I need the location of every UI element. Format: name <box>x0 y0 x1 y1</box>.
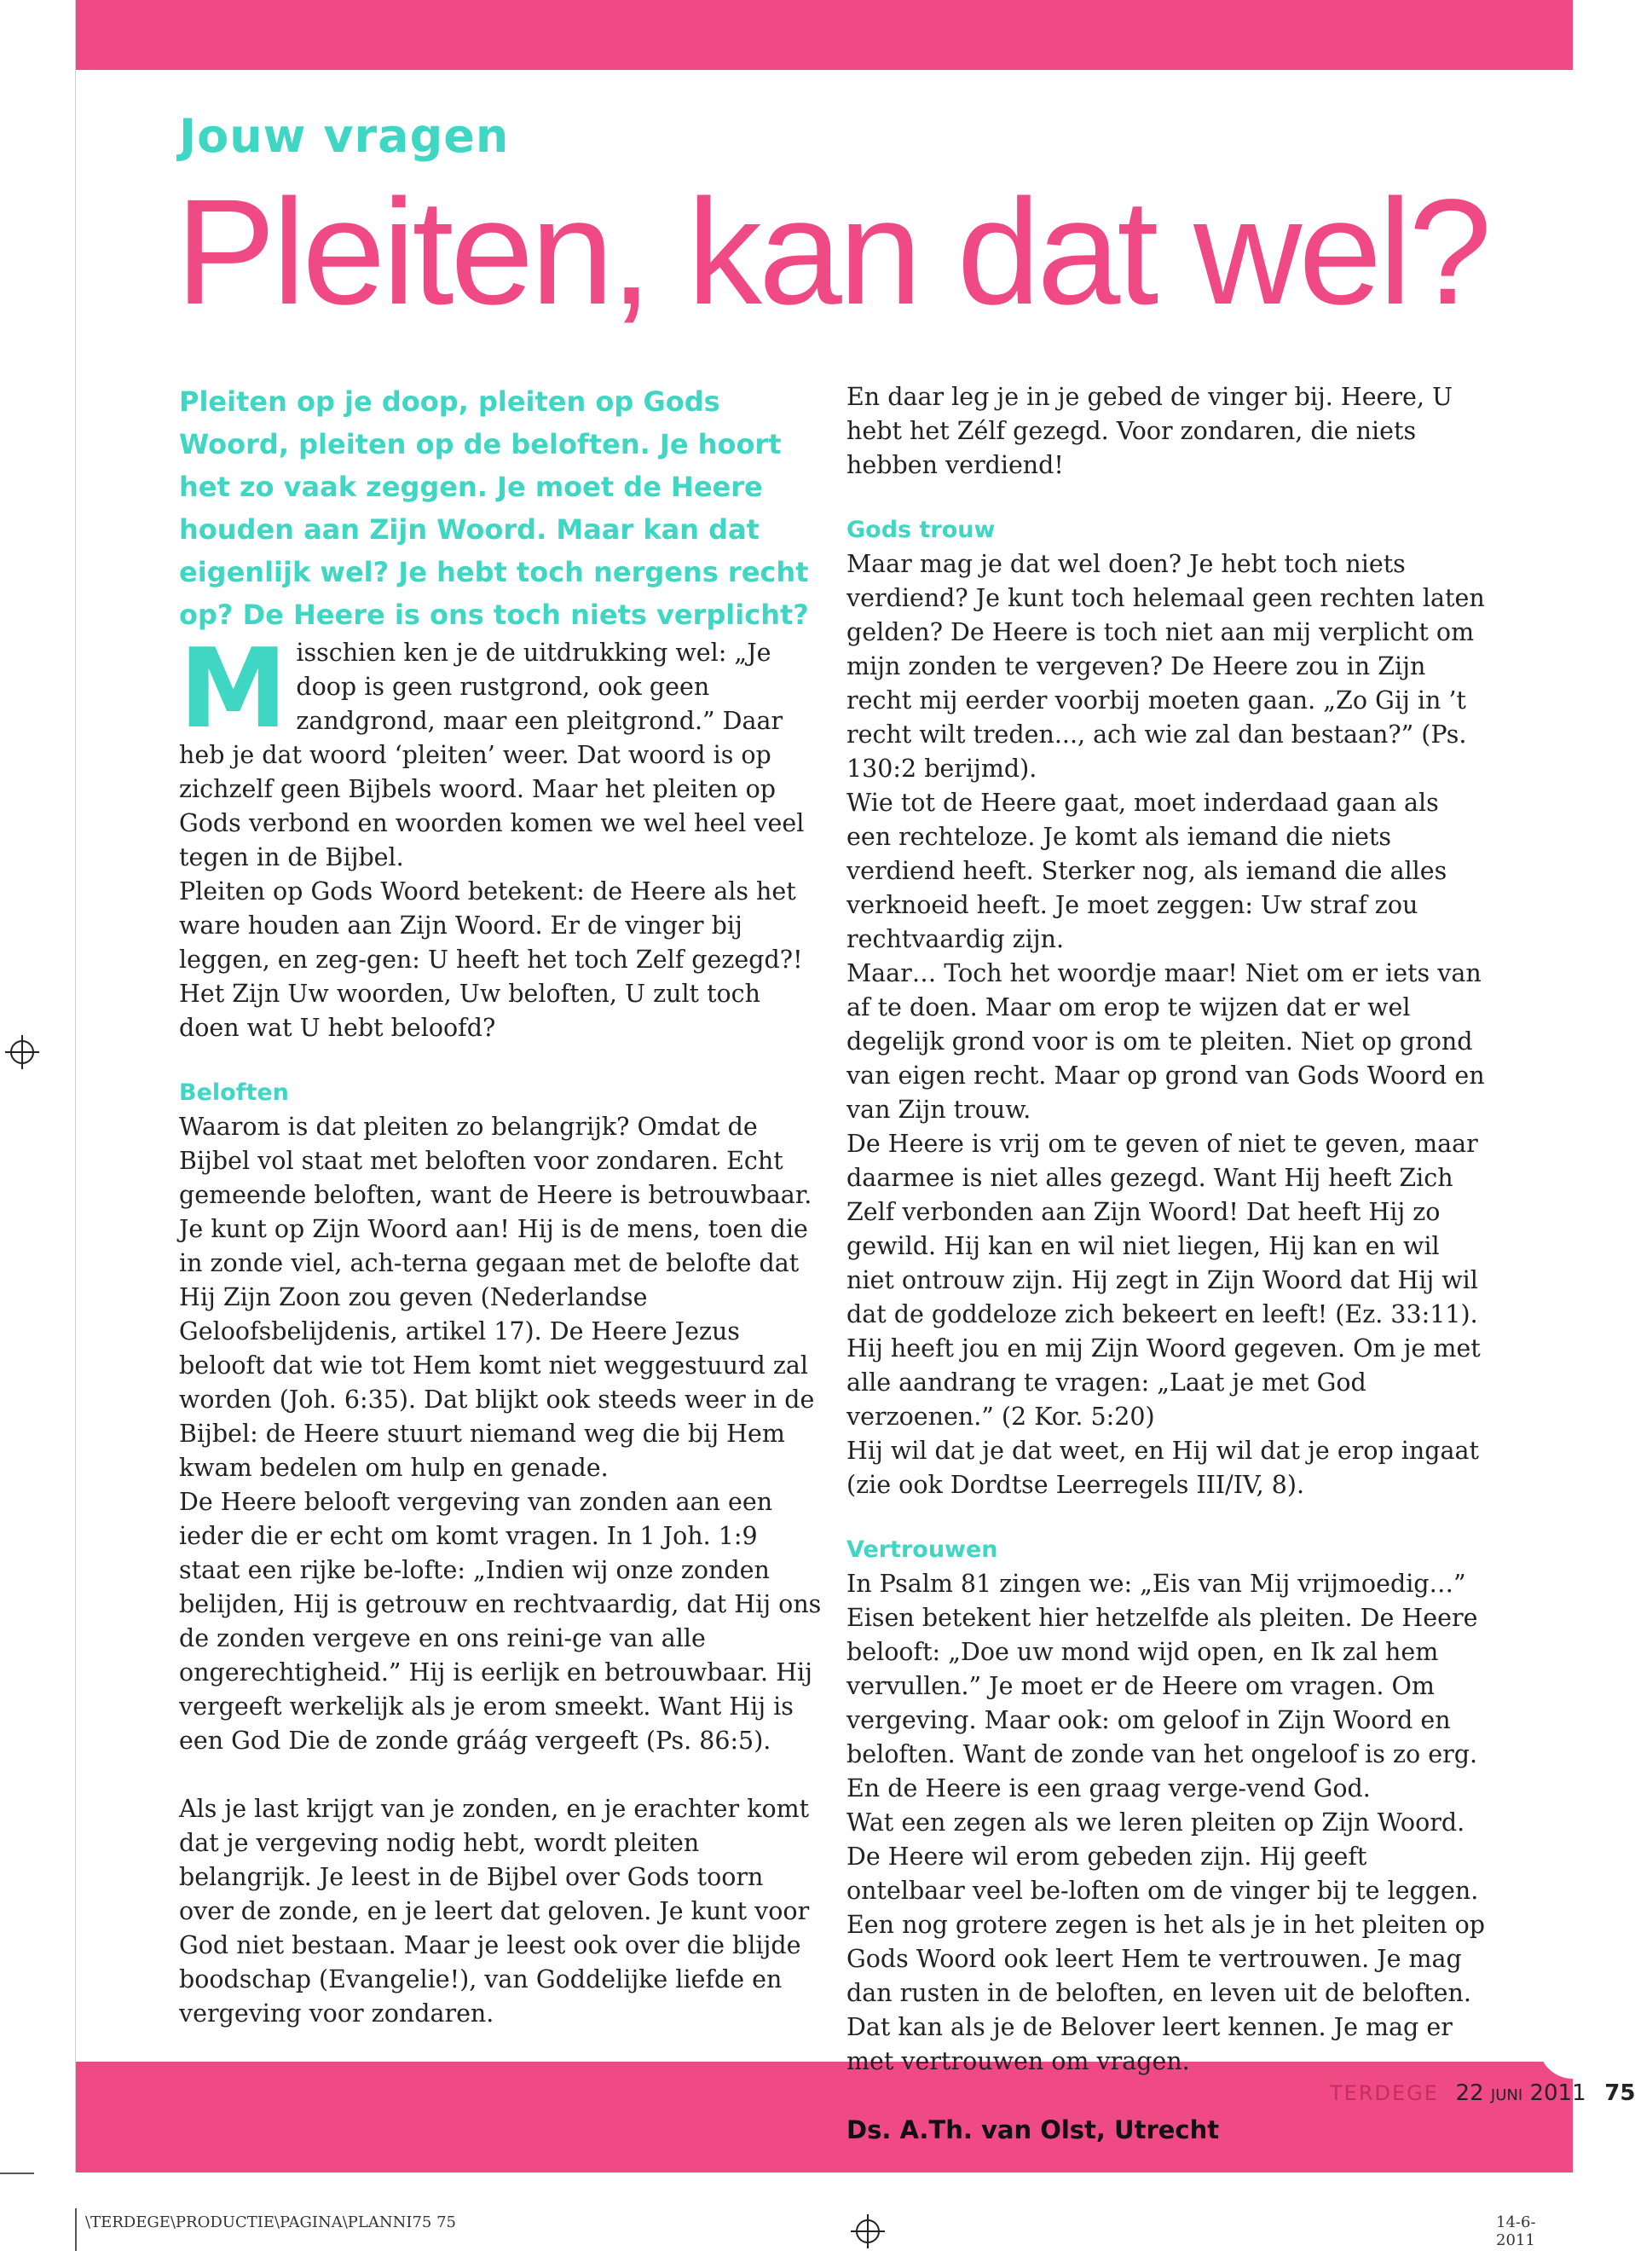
section-overline: Jouw vragen <box>179 109 510 163</box>
drop-cap: M <box>179 626 288 753</box>
paragraph: Hij wil dat je dat weet, en Hij wil dat je erop ingaat (zie ook Dordtse Leerregels III/IV, 8). <box>846 1437 1479 1499</box>
paragraph: Wat een zegen als we leren pleiten op Zijn Woord. De Heere wil erom gebeden zijn. Hij geeft ontelbaar veel be-loften om de vinger bij te leggen. Een nog grotere zegen is het als je in het pleiten op Gods Woord ook leert Hem te vertrouwen. Je mag dan rusten in de beloften, en leven uit de beloften. Dat kan als je de Belover leert kennen. Je mag er met vertrouwen om vragen. <box>846 1808 1486 2075</box>
article-column-right <box>846 380 1490 2147</box>
paragraph: De Heere belooft vergeving van zonden aan een ieder die er echt om komt vragen. In 1 Joh. 1:9 staat een rijke be-lofte: „Indien wij onze zonden belijden, Hij is getrouw en rechtvaardig, dat Hij ons de zonden vergeve en ons reini-ge van alle ongerechtigheid.” Hij is eerlijk en betrouwbaar. Hij vergeeft werkelijk als je erom smeekt. Want Hij is een God Die de zonde gráág vergeeft (Ps. 86:5). <box>179 1488 822 1755</box>
paragraph: Waarom is dat pleiten zo belangrijk? Omdat de Bijbel vol staat met beloften voor zondaren. Echt gemeende beloften, want de Heere is betrouwbaar. Je kunt op Zijn Woord aan! Hij is de mens, toen die in zonde viel, ach-terna gegaan met de belofte dat Hij Zijn Zoon zou geven (Nederlandse Geloofsbelijdenis, artikel 17). De Heere Jezus belooft dat wie tot Hem komt niet weggestuurd zal worden (Joh. 6:35). Dat blijkt ook steeds weer in de Bijbel: de Heere stuurt niemand weg die bij Hem kwam bedelen om hulp en genade. <box>179 1113 815 1482</box>
crop-mark <box>75 2208 77 2251</box>
paragraph: Wie tot de Heere gaat, moet inderdaad gaan als een rechteloze. Je komt als iemand die niets verdiend heeft. Sterker nog, als iemand die alles verknoeid heeft. Je moet zeggen: Uw straf zou rechtvaardig zijn. <box>846 789 1447 953</box>
paragraph: De Heere is vrij om te geven of niet te geven, maar daarmee is niet alles gezegd. Want Hij heeft Zich Zelf verbonden aan Zijn Woord! Dat heeft Hij zo gewild. Hij kan en wil niet liegen, Hij kan en wil niet ontrouw zijn. Hij zegt in Zijn Woord dat Hij wil dat de goddeloze zich bekeert en leeft! (Ez. 33:11). <box>846 1130 1478 1328</box>
article-intro: Pleiten op je doop, pleiten op Gods Woord, pleiten op de beloften. Je hoort het zo vaak zeggen. Je moet de Heere houden aan Zijn Woord. Maar kan dat eigenlijk wel? Je hebt toch nergens recht op? De Heere is ons toch niets verplicht? <box>179 385 809 631</box>
paragraph-text: isschien ken je de uitdrukking wel: „Je doop is geen rustgrond, ook geen zandgrond, maar een pleitgrond.” Daar heb je dat woord ‘pleiten’ weer. Dat woord is op zichzelf geen Bijbels woord. Maar het pleiten op Gods verbond en woorden komen we wel heel veel tegen in de Bijbel. <box>179 639 805 871</box>
section-heading-beloften: Beloften <box>179 1079 289 1106</box>
registration-mark-icon <box>856 2219 880 2243</box>
paragraph: Maar mag je dat wel doen? Je hebt toch niets verdiend? Je kunt toch helemaal geen rechten laten gelden? De Heere is toch niet aan mij verplicht om mijn zonden te vergeven? De Heere zou in Zijn recht mij eerder voorbij moeten gaan. „Zo Gij in ’t recht wilt treden..., ach wie zal dan bestaan?” (Ps. 130:2 berijmd). <box>846 550 1485 783</box>
paragraph: En daar leg je in je gebed de vinger bij. Heere, U hebt het Zélf gezegd. Voor zondaren, die niets hebben verdiend! <box>846 383 1453 479</box>
article-column-left <box>179 380 823 2031</box>
article-author: Ds. A.Th. van Olst, Utrecht <box>846 2115 1220 2144</box>
page-footer <box>1330 2080 1635 2106</box>
print-slug-date: 14-6-2011 <box>1496 2213 1536 2249</box>
issue-date: 22 JUNI 2011 <box>1455 2080 1586 2106</box>
paragraph: In Psalm 81 zingen we: „Eis van Mij vrijmoedig…” Eisen betekent hier hetzelfde als pleiten. De Heere belooft: „Doe uw mond wijd open, en Ik zal hem vervullen.” Je moet er de Heere om vragen. Om vergeving. Maar ook: om geloof in Zijn Woord en beloften. Want de zonde van het ongeloof is zo erg. En de Heere is een graag verge-vend God. <box>846 1570 1478 1802</box>
section-heading-vertrouwen: Vertrouwen <box>846 1536 998 1563</box>
paragraph: Pleiten op Gods Woord betekent: de Heere als het ware houden aan Zijn Woord. Er de vinger bij leggen, en zeg-gen: U heeft het toch Zelf gezegd?! Het Zijn Uw woorden, Uw beloften, U zult toch doen wat U hebt beloofd? <box>179 877 803 1042</box>
crop-mark <box>0 2173 34 2174</box>
top-color-band <box>75 0 1573 70</box>
paragraph <box>179 626 823 875</box>
page-number: 75 <box>1604 2080 1635 2106</box>
page-title: Pleiten, kan dat wel? <box>176 169 1489 336</box>
registration-mark-icon <box>10 1040 34 1064</box>
paragraph: Maar… Toch het woordje maar! Niet om er iets van af te doen. Maar om erop te wijzen dat er wel degelijk grond voor is om te pleiten. Niet op grond van eigen recht. Maar op grond van Gods Woord en van Zijn trouw. <box>846 959 1485 1124</box>
magazine-name: TERDEGE <box>1330 2081 1439 2105</box>
print-slug-path: \TERDEGE\PRODUCTIE\PAGINA\PLANNI75 75 <box>85 2213 456 2231</box>
paragraph: Als je last krijgt van je zonden, en je erachter komt dat je vergeving nodig hebt, wordt pleiten belangrijk. Je leest in de Bijbel over Gods toorn over de zonde, en je leert dat geloven. Je kunt voor God niet bestaan. Maar je leest ook over die blijde boodschap (Evangelie!), van Goddelijke liefde en vergeving voor zondaren. <box>179 1795 810 2028</box>
page-edge-line <box>75 0 76 2173</box>
section-heading-gods-trouw: Gods trouw <box>846 517 996 543</box>
paragraph: Hij heeft jou en mij Zijn Woord gegeven. Om je met alle aandrang te vragen: „Laat je met God verzoenen.” (2 Kor. 5:20) <box>846 1334 1481 1431</box>
